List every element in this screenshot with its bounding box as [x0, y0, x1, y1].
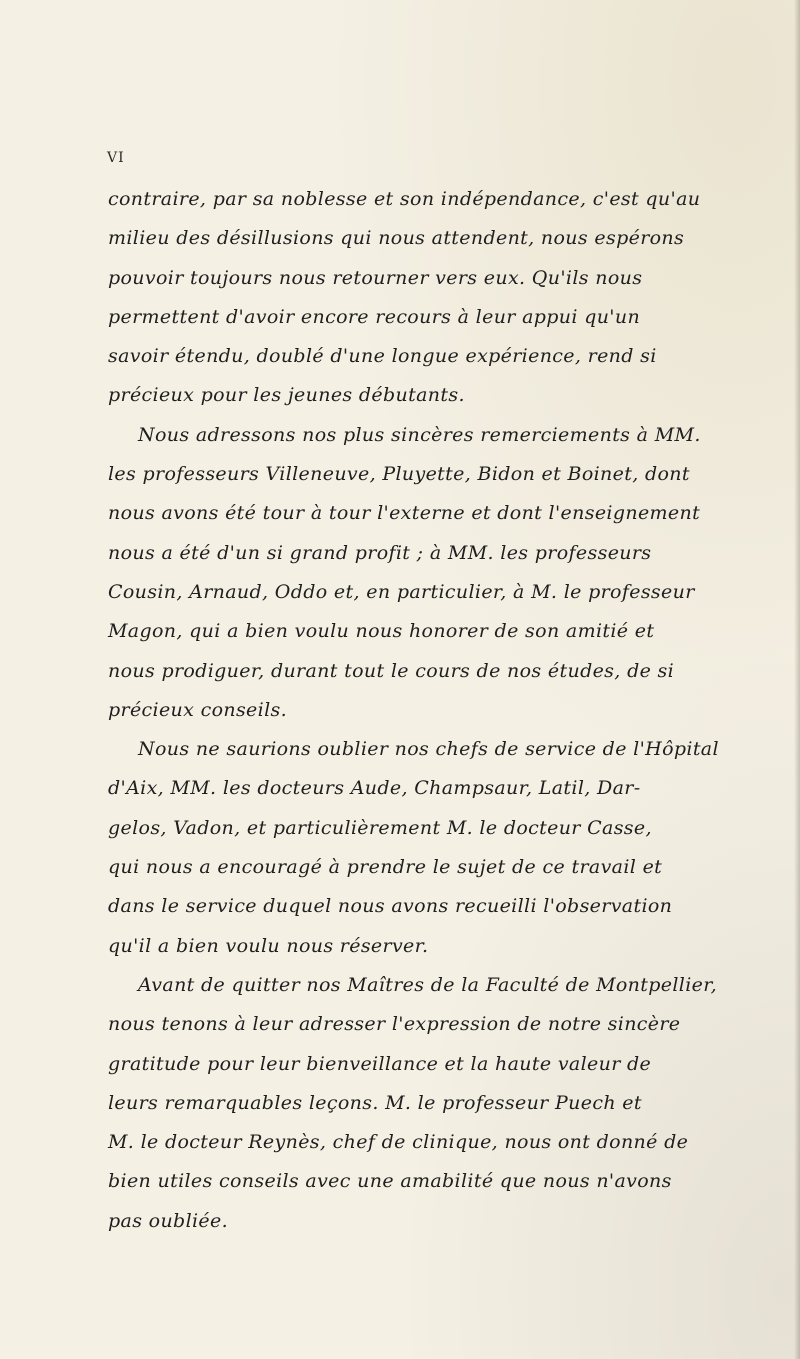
text-line: M. le docteur Reynès, chef de clinique, nous ont donné de	[108, 1131, 689, 1154]
text-line: précieux conseils.	[108, 698, 287, 721]
text-line: savoir étendu, doublé d'une longue expérience, rend si	[108, 345, 657, 368]
text-line: milieu des désillusions qui nous attendent, nous espérons	[108, 227, 685, 250]
text-line: nous a été d'un si grand profit ; à MM. les professeurs	[108, 541, 652, 564]
text-line: les professeurs Villeneuve, Pluyette, Bidon et Boinet, dont	[108, 463, 690, 486]
text-line: Nous ne saurions oublier nos chefs de service de l'Hôpital	[138, 738, 719, 761]
text-line: contraire, par sa noblesse et son indépendance, c'est qu'au	[108, 188, 701, 210]
text-line: qu'il a bien voulu nous réserver.	[108, 934, 429, 957]
text-line: gratitude pour leur bienveillance et la haute valeur de	[108, 1052, 652, 1075]
text-line: nous avons été tour à tour l'externe et dont l'enseignement	[108, 502, 701, 525]
text-line: gelos, Vadon, et particulièrement M. le docteur Casse,	[108, 816, 652, 839]
text-line: nous tenons à leur adresser l'expression de notre sincère	[108, 1013, 681, 1036]
text-line: leurs remarquables leçons. M. le professeur Puech et	[108, 1091, 642, 1114]
text-line: pouvoir toujours nous retourner vers eux. Qu'ils nous	[108, 266, 643, 289]
text-line: nous prodiguer, durant tout le cours de nos études, de si	[108, 659, 675, 682]
page-edge-shadow	[794, 0, 800, 1359]
page-number: VI	[107, 150, 125, 166]
text-line: pas oubliée.	[108, 1209, 228, 1232]
text-line: Cousin, Arnaud, Oddo et, en particulier, à M. le professeur	[108, 580, 695, 603]
text-line: Avant de quitter nos Maîtres de la Faculté de Montpellier,	[138, 973, 717, 996]
text-line: dans le service duquel nous avons recueilli l'observation	[108, 895, 673, 918]
text-line: Magon, qui a bien voulu nous honorer de son amitié et	[108, 620, 655, 643]
body-text	[108, 180, 728, 1241]
text-line: d'Aix, MM. les docteurs Aude, Champsaur, Latil, Dar-	[108, 777, 641, 800]
text-line: bien utiles conseils avec une amabilité que nous n'avons	[108, 1170, 672, 1193]
text-line: permettent d'avoir encore recours à leur appui qu'un	[108, 305, 641, 328]
text-line: précieux pour les jeunes débutants.	[108, 384, 465, 407]
text-line: qui nous a encouragé à prendre le sujet de ce travail et	[108, 856, 663, 879]
text-line: Nous adressons nos plus sincères remerciements à MM.	[138, 423, 701, 446]
